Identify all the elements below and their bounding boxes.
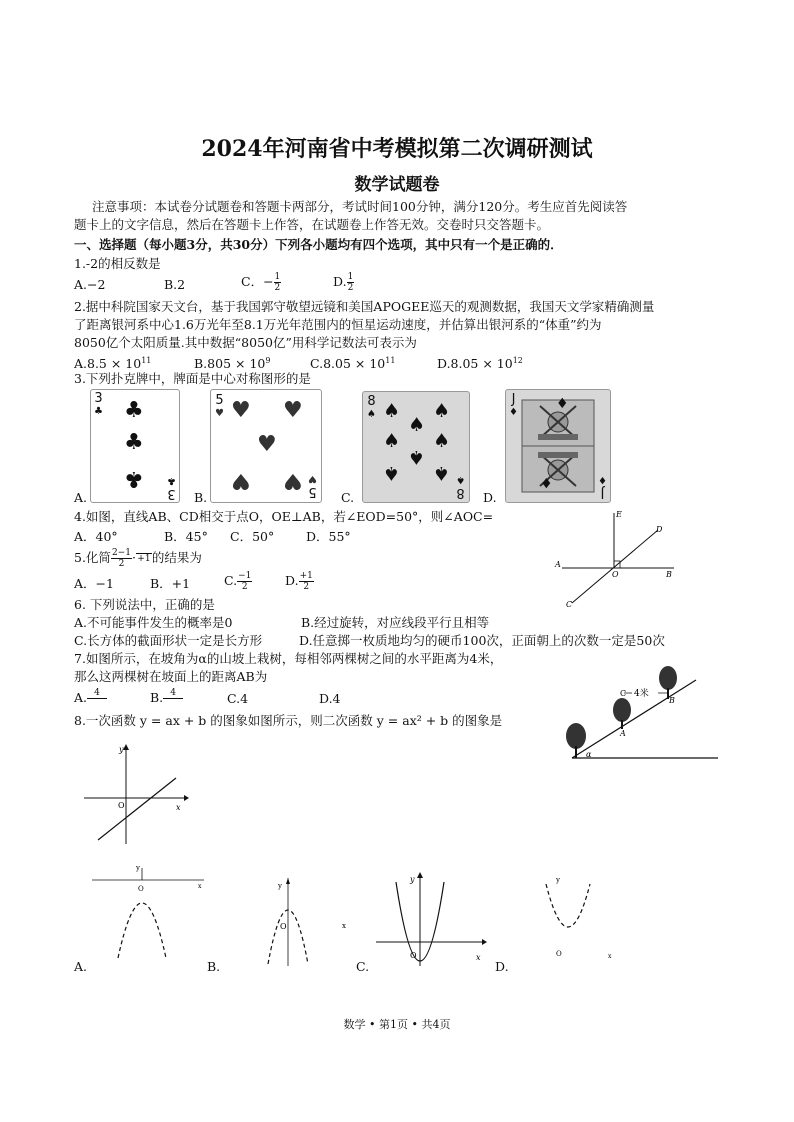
q4-option-a: A．40° (74, 529, 118, 544)
label-o: O (280, 922, 287, 931)
card-corner-bottom: 5 ♥ (308, 473, 317, 499)
q8-option-c-label: C. (356, 959, 370, 974)
q8-option-d-label: D. (495, 959, 509, 974)
spade-icon: ♠ (433, 430, 451, 452)
spade-icon: ♠ (408, 446, 426, 468)
q4-option-c: C．50° (230, 529, 275, 544)
card-corner-bottom: 8 ♠ (456, 474, 465, 500)
diamond-icon: ♦ (556, 396, 569, 412)
label-a: A (620, 729, 626, 738)
distance-label: 4米 (634, 689, 649, 699)
card-corner-top: 8 ♠ (367, 394, 376, 420)
label-o: O (138, 885, 144, 893)
label-y: y (278, 882, 282, 890)
q6-option-b: B.经过旋转，对应线段平行且相等 (301, 615, 490, 630)
linear-function-line (98, 778, 176, 840)
label-o: O (556, 950, 562, 958)
club-icon: ♣ (124, 398, 144, 423)
q8-option-a-graph (88, 858, 212, 962)
card-corner-top: 5 ♥ (215, 393, 224, 419)
q1-stem: 1.-2的相反数是 (74, 256, 161, 271)
label-y: y (556, 876, 560, 884)
y-axis-arrow-icon (123, 744, 129, 750)
tree-icon (613, 698, 631, 729)
label-alpha: α (586, 750, 592, 759)
q5-option-b: B．+1 (150, 576, 191, 591)
q2-option-d: $D.8.05 \times 10^{12}$ (437, 356, 523, 372)
q8-stem: 8.一次函数 y = ax + b 的图象如图所示，则二次函数 y = ax² + b 的图象是 (74, 713, 503, 728)
heart-icon: ♥ (283, 468, 303, 493)
q8-linear-graph (80, 740, 190, 848)
playing-card-b (210, 389, 322, 503)
heart-icon: ♥ (283, 398, 303, 423)
x-axis-arrow-icon (482, 939, 487, 945)
page-title: 2024年河南省中考模拟第二次调研测试 (201, 136, 593, 162)
label-c: C (620, 689, 627, 698)
q7-option-b: B. 4 (150, 688, 183, 709)
q1-option-b: B.2 (164, 277, 186, 292)
spade-icon: ♠ (383, 400, 401, 422)
q6-option-c: C.长方体的截面形状一定是长方形 (74, 633, 263, 648)
q2-line-2: 了距离银河系中心1.6万光年至8.1万光年范围内的恒星运动速度，并估算出银河系的“体重”约为 (74, 317, 602, 332)
label-x: x (176, 803, 181, 812)
label-x: x (476, 953, 481, 962)
q1-option-c: C．− $\frac{1}{2}$ (241, 272, 281, 293)
spade-icon: ♠ (433, 400, 451, 422)
label-d: D (656, 525, 663, 534)
line-cd (572, 530, 658, 603)
q2-option-b: $B.805 \times 10^9$ (194, 356, 271, 372)
card-corner-bottom: J ♦ (598, 474, 607, 500)
q5-option-d: D. $\frac{+1}{2}$ (285, 571, 313, 592)
q5-stem: 5.化简 $\frac{2-1}{2}$ · +1 的结果为 (74, 548, 202, 569)
heart-icon: ♥ (231, 398, 251, 423)
parabola-curve (546, 884, 590, 927)
q8-option-b-label: B. (207, 959, 221, 974)
q6-stem: 6. 下列说法中，正确的是 (74, 597, 215, 612)
tree-icon (566, 723, 586, 758)
label-y: y (119, 745, 124, 754)
q7-slope-figure (556, 656, 722, 764)
diamond-icon: ♦ (540, 474, 553, 490)
q7-option-d: D.4 (319, 691, 341, 706)
label-x: x (608, 953, 612, 960)
x-axis-arrow-icon (184, 795, 189, 801)
q5-option-a: A．−1 (74, 576, 114, 591)
q2-line-3: 8050亿个太阳质量.其中数据“8050亿”用科学记数法可表示为 (74, 335, 417, 350)
q3-option-b-label: B. (194, 490, 208, 505)
notice-line-2: 题卡上的文字信息，然后在答题卡上作答，在试题卷上作答无效。交卷时只交答题卡。 (74, 217, 550, 232)
y-axis-arrow-icon (417, 872, 423, 878)
card-corner-top: J ♦ (509, 392, 518, 418)
label-y: y (410, 875, 415, 884)
q1-option-d: D. $\frac{1}{2}$ (333, 272, 354, 293)
spade-icon: ♠ (433, 462, 451, 484)
page-subtitle: 数学试题卷 (354, 175, 440, 195)
side-label-x: x (342, 922, 346, 930)
notice-line-1: 注意事项：本试卷分试题卷和答题卡两部分，考试时间100分钟，满分120分。考生应首先阅读答 (92, 199, 628, 214)
q2-option-a: $A.8.5 \times 10^{11}$ (74, 356, 152, 372)
page-footer: 数学 • 第1页 • 共4页 (343, 1018, 451, 1031)
card-corner-bottom: 3 ♣ (167, 475, 176, 501)
spade-icon: ♠ (408, 414, 426, 436)
jack-face-illustration (520, 398, 596, 494)
q2-option-c: $C.8.05 \times 10^{11}$ (310, 356, 396, 372)
label-c: C (566, 600, 573, 609)
q8-option-d-graph (530, 870, 630, 962)
q7-option-a: A. 4 (74, 688, 107, 709)
label-b: B (666, 570, 672, 579)
q7-line-1: 7.如图所示，在坡角为α的山坡上栽树，每相邻两棵树之间的水平距离为4米， (74, 651, 503, 666)
heart-icon: ♥ (231, 468, 251, 493)
q5-option-c: C. $\frac{-1}{2}$ (224, 571, 252, 592)
q2-line-1: 2.据中科院国家天文台，基于我国郭守敬望远镜和美国APOGEE巡天的观测数据，我国天文学家精确测量 (74, 299, 655, 314)
q4-figure (552, 505, 682, 610)
y-axis-arrow-icon (286, 878, 290, 884)
q6-option-a: A.不可能事件发生的概率是0 (74, 615, 233, 630)
q3-option-a-label: A. (74, 490, 88, 505)
label-a: A (555, 560, 561, 569)
parabola-curve (118, 903, 166, 958)
card-corner-top: 3 ♣ (94, 391, 103, 417)
heart-icon: ♥ (257, 432, 277, 457)
playing-card-a (90, 389, 180, 503)
q4-stem: 4.如图，直线AB、CD相交于点O，OE⊥AB，若∠EOD=50°，则∠AOC= (74, 509, 494, 524)
club-icon: ♣ (124, 466, 144, 491)
label-b: B (669, 696, 675, 705)
playing-card-d (505, 389, 611, 503)
label-x: x (198, 883, 202, 890)
q8-option-a-label: A. (74, 959, 88, 974)
section-heading: 一、选择题（每小题3分，共30分）下列各小题均有四个选项，其中只有一个是正确的． (74, 237, 563, 252)
q7-option-c: C.4 (227, 691, 249, 706)
spade-icon: ♠ (383, 462, 401, 484)
q7-line-2: 那么这两棵树在坡面上的距离AB为 (74, 669, 268, 684)
q8-option-b-graph (252, 874, 332, 968)
club-icon: ♣ (124, 430, 144, 455)
label-o: O (118, 801, 125, 810)
spade-icon: ♠ (383, 430, 401, 452)
q4-option-b: B．45° (164, 529, 208, 544)
q1-option-a: A.−2 (74, 277, 106, 292)
q3-option-d-label: D. (483, 490, 497, 505)
q4-option-d: D．55° (306, 529, 351, 544)
label-o: O (612, 570, 619, 579)
label-y: y (136, 864, 140, 872)
q3-stem: 3.下列扑克牌中，牌面是中心对称图形的是 (74, 371, 311, 386)
label-o: O (410, 951, 417, 960)
playing-card-c (362, 391, 470, 503)
q3-option-c-label: C. (341, 490, 355, 505)
label-e: E (616, 510, 622, 519)
q6-option-d: D.任意掷一枚质地均匀的硬币100次，正面朝上的次数一定是50次 (299, 633, 665, 648)
q8-option-c-graph (340, 870, 490, 968)
